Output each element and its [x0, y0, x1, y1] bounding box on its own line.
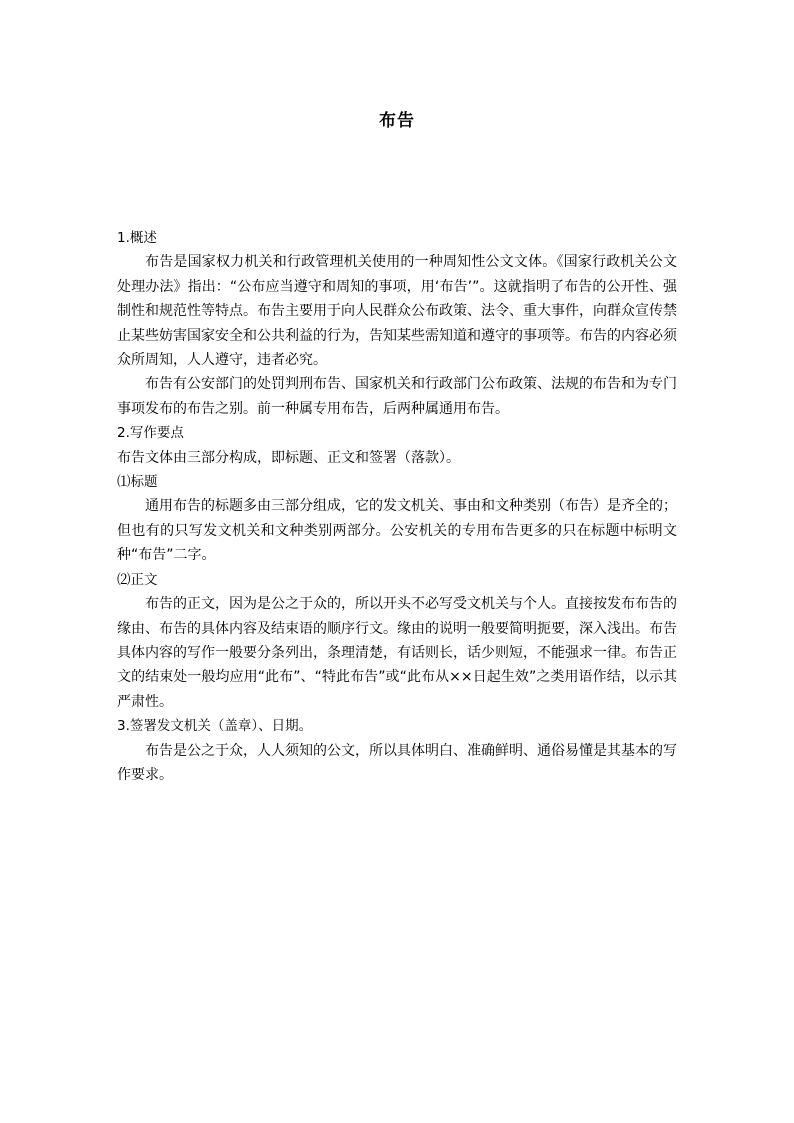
paragraph-body-rules: 布告的正文，因为是公之于众的，所以开头不必写受文机关与个人。直接按发布布告的缘由、布告的具体内容及结束语的顺序行文。缘由的说明一般要简明扼要，深入浅出。布告具体内容的写作一般要分条列出，条理清楚，有话则长，话少则短，不能强求一律。布告正文的结束处一般均应用“此布”、“特此布告”或“此布从××日起生效”之类用语作结，以示其严肃性。 [117, 596, 677, 710]
subsection-heading-body: ⑵正文 [117, 571, 158, 588]
section-heading-writing-points: 2.写作要点 [117, 425, 184, 442]
section-heading-overview: 1.概述 [117, 230, 157, 246]
paragraph-types: 布告有公安部门的处罚判刑布告、国家机关和行政部门公布政策、法规的布告和为专门事项发布的布告之别。前一种属专用布告，后两种属通用布告。 [117, 376, 677, 417]
paragraph-definition: 布告是国家权力机关和行政管理机关使用的一种周知性公文文体。《国家行政机关公文处理办法》指出：“公布应当遵守和周知的事项，用‘布告’”。这就指明了布告的公开性、强制性和规范性等特点。布告主要用于向人民群众公布政策、法令、重大事件，向群众宣传禁止某些妨害国家安全和公共利益的行为，告知某些需知道和遵守的事项等。布告的内容必须众所周知，人人遵守，违者必究。 [117, 254, 677, 369]
paragraph-structure: 布告文体由三部分构成，即标题、正文和签署（落款）。 [117, 449, 460, 466]
document-title: 布告 [379, 111, 415, 131]
paragraph-requirements: 布告是公之于众，人人须知的公文，所以具体明白、准确鲜明、通俗易懂是其基本的写作要求。 [117, 742, 677, 783]
paragraph-title-rules: 通用布告的标题多由三部分组成，它的发文机关、事由和文种类别（布告）是齐全的；但也有的只写发文机关和文种类别两部分。公安机关的专用布告更多的只在标题中标明文种“布告”二字。 [117, 498, 677, 564]
subsection-heading-title: ⑴标题 [117, 474, 158, 491]
section-heading-signature: 3.签署发文机关（盖章）、日期。 [117, 718, 313, 735]
document-body [117, 226, 677, 787]
